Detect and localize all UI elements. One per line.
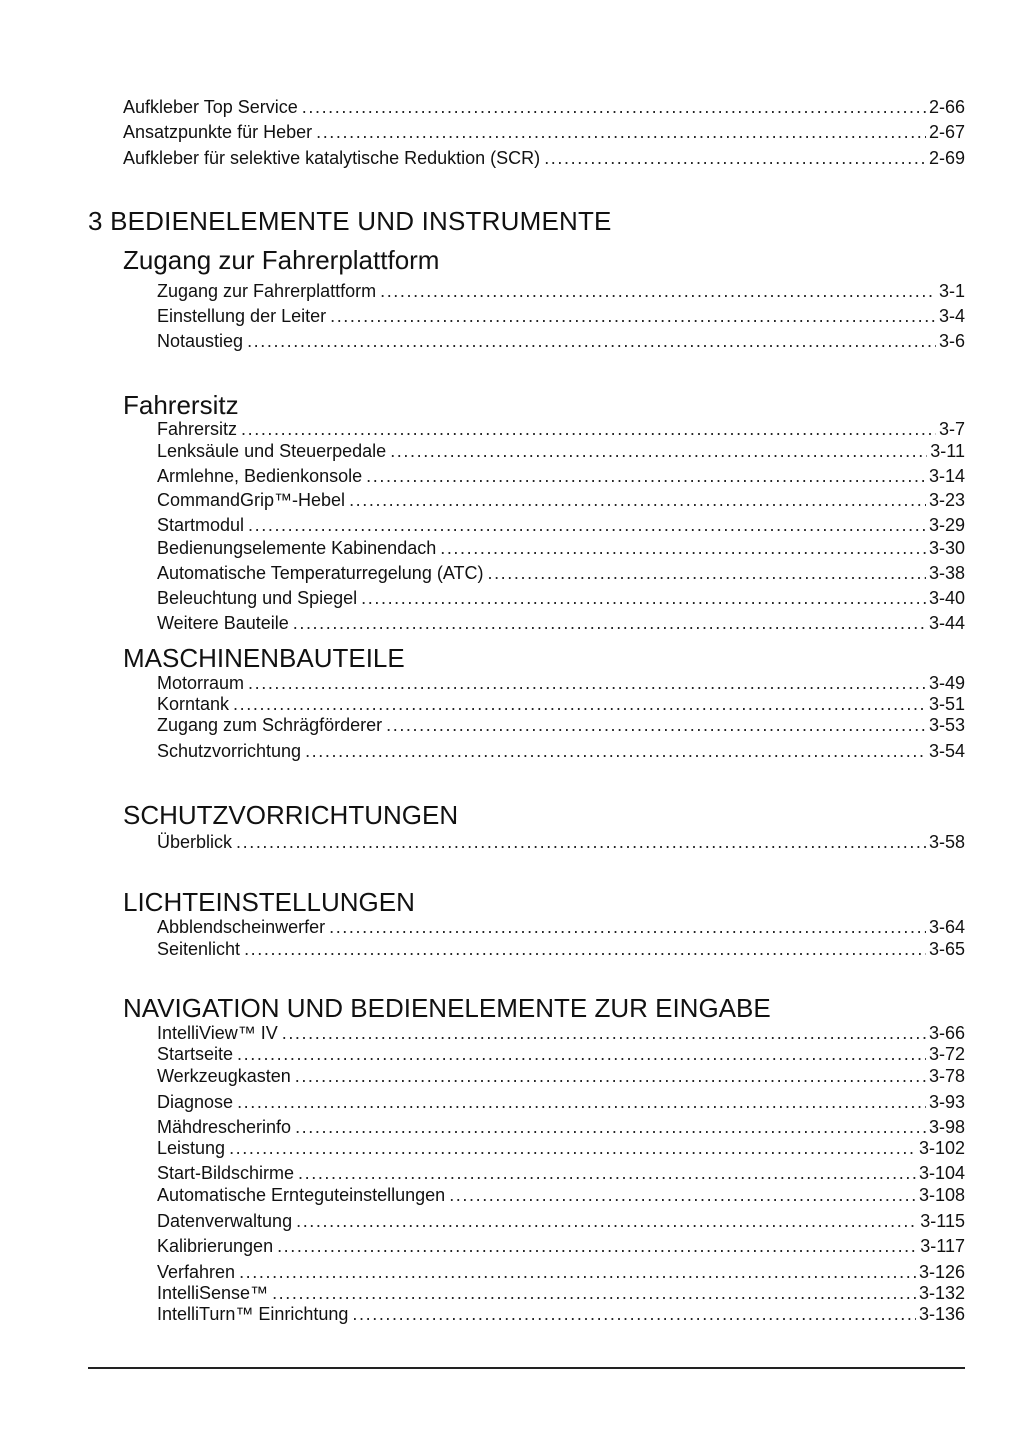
leader-dots bbox=[316, 121, 926, 143]
toc-entry-label: Weitere Bauteile bbox=[157, 613, 289, 633]
leader-dots bbox=[247, 330, 936, 352]
toc-entry[interactable] bbox=[157, 1184, 965, 1208]
toc-entry[interactable] bbox=[157, 537, 965, 561]
toc-entry[interactable] bbox=[157, 489, 965, 513]
toc-entry-page: 2-66 bbox=[928, 97, 965, 117]
leader-dots bbox=[248, 672, 926, 694]
toc-entry-page: 3-6 bbox=[938, 331, 965, 351]
leader-dots bbox=[380, 280, 936, 302]
toc-entry-label: Zugang zum Schrägförderer bbox=[157, 715, 383, 735]
toc-entry-page: 3-29 bbox=[928, 515, 965, 535]
toc-entry-page: 3-132 bbox=[918, 1283, 965, 1303]
toc-entry-page: 3-66 bbox=[928, 1023, 965, 1043]
toc-entry-label: Mähdrescherinfo bbox=[157, 1117, 292, 1137]
toc-entry[interactable] bbox=[157, 1303, 965, 1327]
leader-dots bbox=[305, 740, 926, 762]
toc-entry-label: Werkzeugkasten bbox=[157, 1066, 291, 1086]
leader-dots bbox=[390, 440, 927, 462]
leader-dots bbox=[229, 1137, 916, 1159]
toc-entry[interactable] bbox=[123, 147, 965, 171]
section-title: Zugang zur Fahrerplattform bbox=[123, 245, 440, 275]
toc-entry-page: 3-54 bbox=[928, 741, 965, 761]
toc-entry-page: 3-1 bbox=[938, 281, 965, 301]
toc-entry-page: 3-115 bbox=[920, 1211, 965, 1231]
toc-entry[interactable] bbox=[157, 1137, 965, 1161]
section-title: SCHUTZVORRICHTUNGEN bbox=[123, 800, 459, 830]
leader-dots bbox=[329, 916, 926, 938]
toc-entry-label: Ansatzpunkte für Heber bbox=[123, 122, 313, 142]
toc-entry-page: 3-108 bbox=[918, 1185, 965, 1205]
toc-entry[interactable] bbox=[157, 418, 965, 442]
toc-entry-page: 3-30 bbox=[928, 538, 965, 558]
toc-entry[interactable] bbox=[157, 938, 965, 962]
toc-entry-label: IntelliSense™ bbox=[157, 1283, 269, 1303]
toc-entry-label: Automatische Temperaturregelung (ATC) bbox=[157, 563, 484, 583]
toc-entry[interactable] bbox=[157, 330, 965, 354]
toc-entry-page: 3-72 bbox=[928, 1044, 965, 1064]
toc-entry-label: Einstellung der Leiter bbox=[157, 306, 327, 326]
toc-entry-page: 3-93 bbox=[928, 1092, 965, 1112]
section-title: Fahrersitz bbox=[123, 390, 239, 420]
leader-dots bbox=[237, 1043, 926, 1065]
toc-entry-label: IntelliView™ IV bbox=[157, 1023, 278, 1043]
leader-dots bbox=[282, 1022, 926, 1044]
toc-entry-page: 3-23 bbox=[928, 490, 965, 510]
toc-entry-page: 3-126 bbox=[918, 1262, 965, 1282]
leader-dots bbox=[295, 1065, 926, 1087]
leader-dots bbox=[361, 587, 926, 609]
toc-entry-label: Bedienungselemente Kabinendach bbox=[157, 538, 437, 558]
toc-entry-page: 3-65 bbox=[928, 939, 965, 959]
toc-entry-label: Datenverwaltung bbox=[157, 1211, 293, 1231]
toc-entry-label: Aufkleber für selektive katalytische Reduktion (SCR) bbox=[123, 148, 541, 168]
leader-dots bbox=[349, 489, 926, 511]
toc-entry-label: Start-Bildschirme bbox=[157, 1163, 295, 1183]
toc-entry[interactable] bbox=[157, 831, 965, 855]
leader-dots bbox=[296, 1210, 917, 1232]
toc-entry-page: 3-58 bbox=[928, 832, 965, 852]
toc-entry[interactable] bbox=[157, 440, 965, 464]
toc-entry[interactable] bbox=[157, 1091, 965, 1115]
leader-dots bbox=[366, 465, 926, 487]
footer-divider bbox=[88, 1367, 965, 1369]
toc-entry-label: Startmodul bbox=[157, 515, 245, 535]
toc-entry-page: 3-49 bbox=[928, 673, 965, 693]
toc-entry-label: Kalibrierungen bbox=[157, 1236, 274, 1256]
toc-entry-page: 2-69 bbox=[928, 148, 965, 168]
toc-entry[interactable] bbox=[157, 612, 965, 636]
toc-entry[interactable] bbox=[157, 305, 965, 329]
toc-entry[interactable] bbox=[123, 96, 965, 120]
toc-entry[interactable] bbox=[157, 1162, 965, 1186]
toc-entry-label: Fahrersitz bbox=[157, 419, 238, 439]
toc-entry[interactable] bbox=[157, 1210, 965, 1234]
leader-dots bbox=[293, 612, 926, 634]
leader-dots bbox=[449, 1184, 916, 1206]
leader-dots bbox=[440, 537, 926, 559]
toc-entry[interactable] bbox=[157, 916, 965, 940]
toc-entry-page: 3-44 bbox=[928, 613, 965, 633]
toc-entry-label: Korntank bbox=[157, 694, 230, 714]
toc-entry-page: 3-38 bbox=[928, 563, 965, 583]
toc-entry-page: 3-4 bbox=[938, 306, 965, 326]
toc-entry-page: 3-14 bbox=[928, 466, 965, 486]
section-title: MASCHINENBAUTEILE bbox=[123, 643, 405, 673]
toc-entry-label: Automatische Ernteguteinstellungen bbox=[157, 1185, 446, 1205]
leader-dots bbox=[272, 1282, 916, 1304]
toc-entry-label: Verfahren bbox=[157, 1262, 236, 1282]
leader-dots bbox=[352, 1303, 916, 1325]
toc-entry-label: Zugang zur Fahrerplattform bbox=[157, 281, 377, 301]
toc-entry-page: 3-53 bbox=[928, 715, 965, 735]
chapter-title: 3 BEDIENELEMENTE UND INSTRUMENTE bbox=[88, 206, 612, 236]
toc-entry[interactable] bbox=[157, 714, 965, 738]
toc-entry[interactable] bbox=[157, 1043, 965, 1067]
leader-dots bbox=[295, 1116, 926, 1138]
toc-entry-label: Beleuchtung und Spiegel bbox=[157, 588, 358, 608]
section-title: LICHTEINSTELLUNGEN bbox=[123, 887, 415, 917]
toc-entry[interactable] bbox=[157, 280, 965, 304]
toc-entry-page: 3-117 bbox=[920, 1236, 965, 1256]
toc-entry[interactable] bbox=[157, 1065, 965, 1089]
toc-entry-page: 2-67 bbox=[928, 122, 965, 142]
leader-dots bbox=[487, 562, 925, 584]
toc-entry-page: 3-64 bbox=[928, 917, 965, 937]
toc-entry-label: Motorraum bbox=[157, 673, 245, 693]
leader-dots bbox=[244, 938, 926, 960]
toc-entry-page: 3-51 bbox=[928, 694, 965, 714]
toc-entry-label: Aufkleber Top Service bbox=[123, 97, 298, 117]
leader-dots bbox=[236, 831, 926, 853]
toc-entry-label: Startseite bbox=[157, 1044, 234, 1064]
toc-entry-label: Schutzvorrichtung bbox=[157, 741, 302, 761]
leader-dots bbox=[544, 147, 926, 169]
toc-entry-label: Armlehne, Bedienkonsole bbox=[157, 466, 363, 486]
leader-dots bbox=[237, 1091, 926, 1113]
toc-entry[interactable] bbox=[123, 121, 965, 145]
toc-entry-label: Lenksäule und Steuerpedale bbox=[157, 441, 387, 461]
toc-entry[interactable] bbox=[157, 587, 965, 611]
leader-dots bbox=[233, 693, 926, 715]
toc-entry-label: Diagnose bbox=[157, 1092, 234, 1112]
toc-entry[interactable] bbox=[157, 562, 965, 586]
toc-entry-page: 3-98 bbox=[928, 1117, 965, 1137]
toc-entry[interactable] bbox=[157, 465, 965, 489]
toc-entry-label: Notaustieg bbox=[157, 331, 244, 351]
toc-entry-page: 3-40 bbox=[928, 588, 965, 608]
toc-entry-page: 3-7 bbox=[938, 419, 965, 439]
toc-entry-label: Überblick bbox=[157, 832, 233, 852]
toc-entry-label: Leistung bbox=[157, 1138, 226, 1158]
leader-dots bbox=[302, 96, 926, 118]
toc-entry[interactable] bbox=[157, 514, 965, 538]
toc-entry-label: Abblendscheinwerfer bbox=[157, 917, 326, 937]
toc-entry-label: CommandGrip™-Hebel bbox=[157, 490, 346, 510]
leader-dots bbox=[386, 714, 926, 736]
toc-entry[interactable] bbox=[157, 1235, 965, 1259]
leader-dots bbox=[298, 1162, 916, 1184]
leader-dots bbox=[248, 514, 926, 536]
toc-entry-label: IntelliTurn™ Einrichtung bbox=[157, 1304, 349, 1324]
toc-entry-page: 3-102 bbox=[918, 1138, 965, 1158]
leader-dots bbox=[330, 305, 936, 327]
toc-entry-label: Seitenlicht bbox=[157, 939, 241, 959]
leader-dots bbox=[277, 1235, 917, 1257]
toc-entry-page: 3-104 bbox=[918, 1163, 965, 1183]
toc-entry-page: 3-78 bbox=[928, 1066, 965, 1086]
section-title: NAVIGATION UND BEDIENELEMENTE ZUR EINGABE bbox=[123, 993, 771, 1023]
toc-entry-page: 3-136 bbox=[918, 1304, 965, 1324]
toc-entry-page: 3-11 bbox=[930, 441, 965, 461]
leader-dots bbox=[239, 1261, 916, 1283]
toc-entry[interactable] bbox=[157, 740, 965, 764]
leader-dots bbox=[241, 418, 936, 440]
